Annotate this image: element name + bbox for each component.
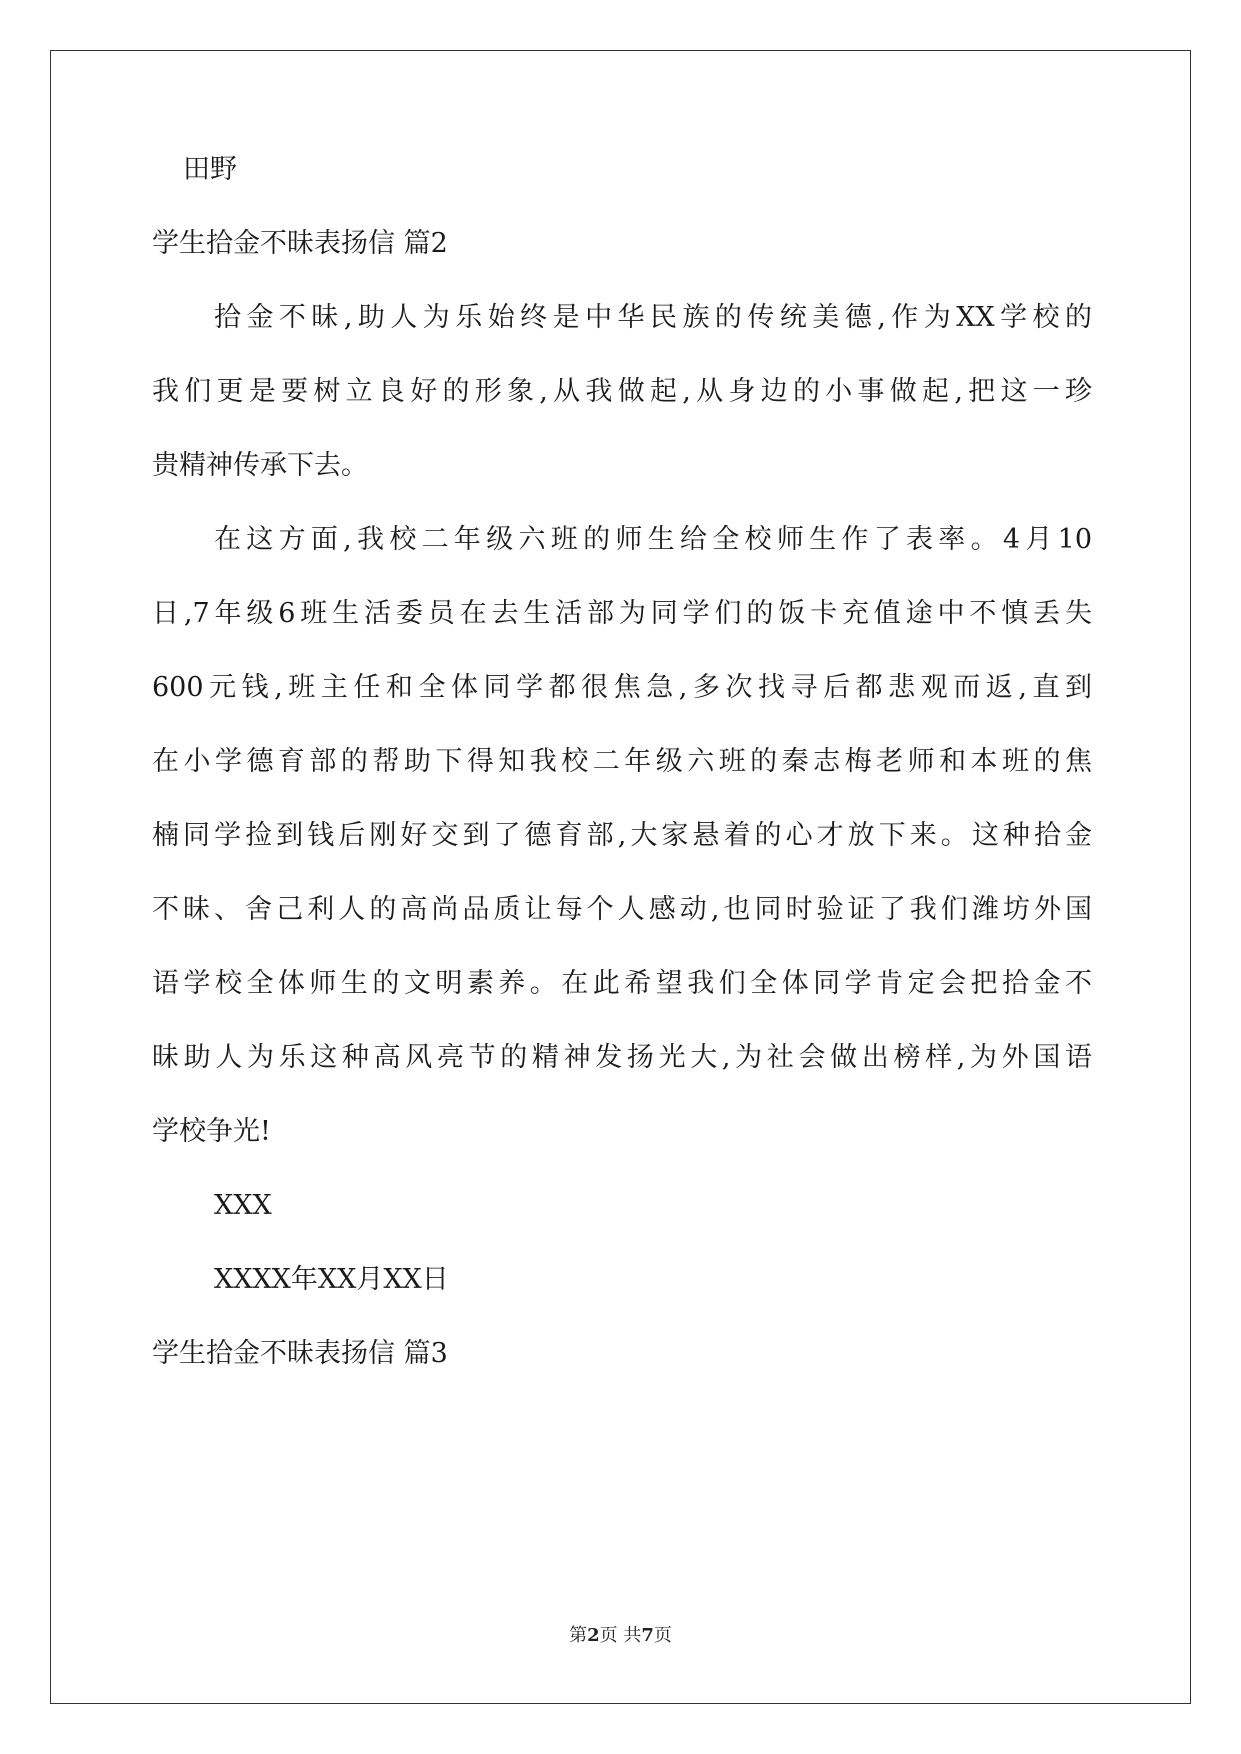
- date: XXXX年XX月XX日: [214, 1264, 449, 1295]
- paragraph-2-line-4: 在小学德育部的帮助下得知我校二年级六班的秦志梅老师和本班的焦: [152, 746, 1092, 777]
- paragraph-1-line-2: 我们更是要树立良好的形象,从我做起,从身边的小事做起,把这一珍: [152, 376, 1092, 407]
- footer-total-pages: 7: [641, 1625, 654, 1646]
- paragraph-2-line-8: 昧助人为乐这种高风亮节的精神发扬光大,为社会做出榜样,为外国语: [152, 1042, 1092, 1073]
- paragraph-2-line-5: 楠同学捡到钱后刚好交到了德育部,大家悬着的心才放下来。这种拾金: [152, 820, 1092, 851]
- paragraph-2-line-2: 日,7年级6班生活委员在去生活部为同学们的饭卡充值途中不慎丢失: [152, 598, 1092, 629]
- paragraph-1-line-3: 贵精神传承下去。: [152, 450, 368, 481]
- page-footer: [0, 1624, 1241, 1648]
- footer-page-suffix: 页: [653, 1625, 672, 1646]
- paragraph-1-line-1: 拾金不昧,助人为乐始终是中华民族的传统美德,作为XX学校的: [214, 302, 1092, 333]
- signature: XXX: [214, 1190, 272, 1221]
- previous-signature: 田野: [183, 154, 237, 185]
- section-heading-2: 学生拾金不昧表扬信 篇2: [152, 228, 448, 259]
- footer-current-page: 2: [587, 1625, 600, 1646]
- paragraph-2-line-1: 在这方面,我校二年级六班的师生给全校师生作了表率。4月10: [214, 524, 1092, 555]
- paragraph-2-line-7: 语学校全体师生的文明素养。在此希望我们全体同学肯定会把拾金不: [152, 968, 1092, 999]
- section-heading-3: 学生拾金不昧表扬信 篇3: [152, 1338, 448, 1369]
- paragraph-2-line-6: 不昧、舍己利人的高尚品质让每个人感动,也同时验证了我们潍坊外国: [152, 894, 1092, 925]
- footer-page-prefix: 第: [569, 1625, 588, 1646]
- footer-page-mid: 页 共: [599, 1625, 642, 1646]
- paragraph-2-line-9: 学校争光!: [152, 1116, 271, 1147]
- paragraph-2-line-3: 600元钱,班主任和全体同学都很焦急,多次找寻后都悲观而返,直到: [152, 672, 1092, 703]
